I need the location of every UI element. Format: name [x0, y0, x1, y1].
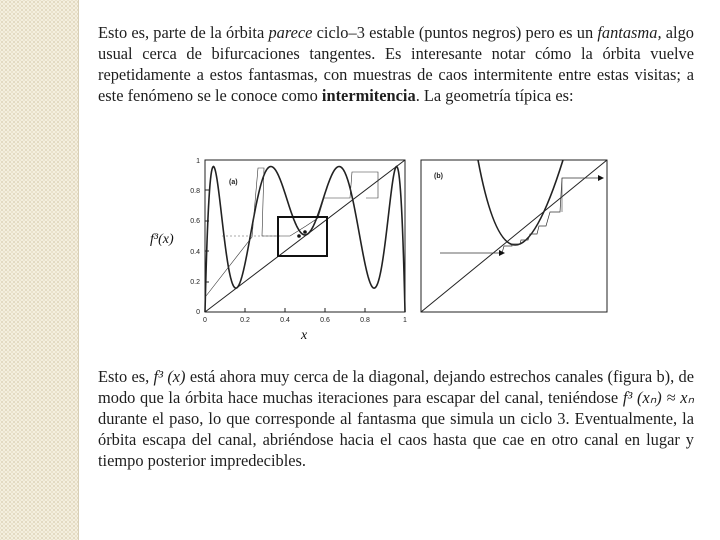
- panel-a-f3-curve: [205, 167, 405, 313]
- y-tick-label: 0.6: [190, 218, 200, 225]
- panel-a-orbit-point: [297, 234, 301, 238]
- para2-text-1: Esto es,: [98, 367, 154, 386]
- para2-math-f3x: f³ (x): [153, 367, 186, 386]
- y-tick-label: 0.2: [190, 279, 200, 286]
- y-tick-label: 1: [196, 158, 200, 165]
- para2-math-approx: f³ (xₙ) ≈ xₙ: [622, 388, 694, 407]
- panel-b-orbit-staircase: [440, 178, 600, 253]
- panel-b-f3-curve-zoomed: [478, 160, 563, 245]
- panel-b: [421, 160, 607, 312]
- panel-b-entry-arrowhead: [499, 250, 505, 256]
- panel-a-zoom-box: [278, 217, 327, 256]
- y-tick-label: 0.4: [190, 249, 200, 256]
- x-tick-label: 0.8: [360, 317, 370, 324]
- panel-a-orbit-path: [206, 168, 378, 296]
- x-tick-label: 0: [203, 317, 207, 324]
- panel-b-diagonal: [421, 160, 607, 312]
- x-tick-label: 0.4: [280, 317, 290, 324]
- y-tick-label: 0: [196, 309, 200, 316]
- y-axis-label: f³(x): [150, 232, 174, 247]
- para1-italic-fantasma: fantasma,: [597, 23, 662, 42]
- para1-bold-intermitencia: intermitencia: [321, 86, 416, 105]
- para2-text-2: está ahora muy cerca de la diagonal, dejando estrechos canales (figura b), de modo que la órbita hace muchas iteraciones para escapar del canal, teniéndose: [98, 367, 694, 407]
- panel-b-label: (b): [434, 173, 443, 180]
- panel-b-exit-arrowhead: [598, 175, 604, 181]
- para1-italic-parece: parece: [268, 23, 313, 42]
- x-tick-label: 0.2: [240, 317, 250, 324]
- panel-a-label: (a): [229, 179, 238, 186]
- para1-text-2: ciclo–3 estable (puntos negros) pero es un: [312, 23, 598, 42]
- paragraph-explanation: [98, 366, 694, 471]
- y-tick-label: 0.8: [190, 188, 200, 195]
- x-tick-label: 1: [403, 317, 407, 324]
- para1-text-1: Esto es, parte de la órbita: [98, 23, 269, 42]
- x-tick-label: 0.6: [320, 317, 330, 324]
- x-axis-label: x: [301, 328, 308, 343]
- para2-text-3: durante el paso, lo que corresponde al fantasma que simula un ciclo 3. Eventualmente, la órbita escapa del canal, abriéndose hacia el caos hasta que cae en otro canal en lugar y tiempo posterior impredecibles.: [98, 409, 694, 470]
- para1-text-4: . La geometría típica es:: [415, 86, 574, 105]
- panel-a-orbit-point: [303, 230, 307, 234]
- panel-a: [150, 158, 407, 343]
- para1-text-3: algo usual cerca de bifurcaciones tangentes. Es interesante notar cómo la órbita vuelve repetidamente a estos fantasmas, con muestras de caos intermitente entre estas visitas; a este fenómeno se le conoce como: [98, 23, 694, 105]
